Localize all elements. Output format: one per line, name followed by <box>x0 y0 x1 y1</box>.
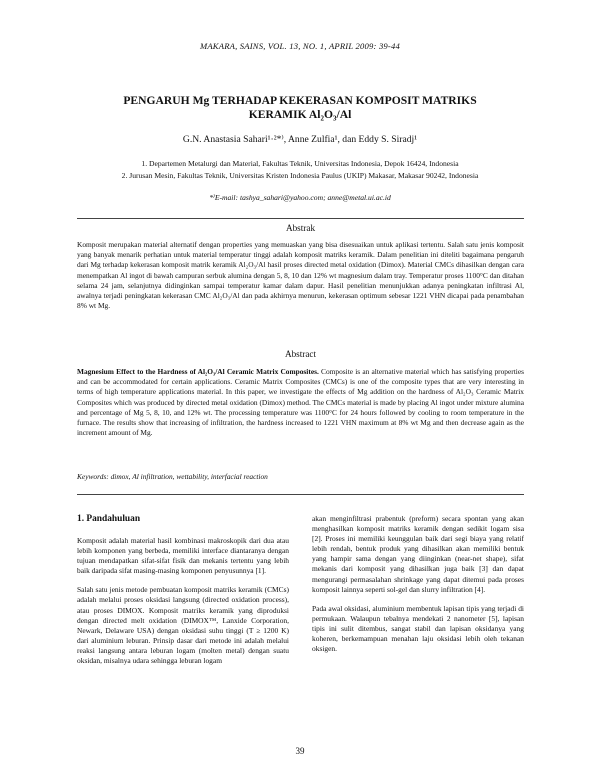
email-address: tashya_sahari@yahoo.com; anne@metal.ui.ac.id <box>239 193 391 202</box>
column-left <box>77 514 289 675</box>
paragraph: akan menginfiltrasi prabentuk (preform) secara spontan yang akan menghasilkan komposit matriks keramik dengan sedikit logam sisa [2]. Proses ini memiliki keunggulan baik dari segi biaya yang relatif lebih rendah, bentuk produk yang dihasilkan akan memiliki bentuk yang hampir sama dengan yang diinginkan (near-net shape), sifat mekanis dari komposit yang dihasilkan juga baik [3] dan dapat mengurangi permasalahan shrinkage yang dapat ditemui pada proses komposit lainnya seperti sol-gel dan slurry infiltration [4]. <box>312 514 524 594</box>
affiliation-2: 2. Jurusan Mesin, Fakultas Teknik, Universitas Kristen Indonesia Paulus (UKIP) Makasar, Makasar 90242, Indonesia <box>121 171 479 180</box>
column-right <box>312 514 524 663</box>
abstract-text: Composite is an alternative material which has satisfying properties and can be accommodated for certain applications. Ceramic Matrix Composites (CMCs) is one of the composite types that are very interesting in terms of high temperature applications material. In this paper, we investigate the effects of Mg addition on the hardness of Al₂O₃ Ceramic Matrix Composites which was produced by directed metal oxidation (Dimox) method. The CMCs material is made by placing Al ingot under mixture alumina and percentage of Mg 5, 8, 10, and 12% wt. The processing temperature was 1100°C for 24 hours followed by cooling to room temperature in the furnace. The results show that increasing of infiltration, the hardness increased to 1221 VHN maximum at 8% wt Mg and then decrease again as the increment amount of Mg. <box>77 367 524 438</box>
paragraph: Komposit adalah material hasil kombinasi makroskopik dari dua atau lebih komponen yang berbeda, memiliki interface diantaranya dengan tujuan mendapatkan sifat-sifat fisik dan mekanis tertentu yang lebih baik daripada sifat masing-masing komponen penyusunnya [1]. <box>77 536 289 576</box>
paper-title <box>60 94 540 122</box>
abstract-lead-title: Magnesium Effect to the Hardness of Al₂O₃/Al Ceramic Matrix Composites. <box>77 367 319 376</box>
abstract-heading: Abstract <box>284 349 317 359</box>
page-number: 39 <box>295 746 305 756</box>
author-list: G.N. Anastasia Sahari¹·²*⁾, Anne Zulfia¹, dan Eddy S. Siradj¹ <box>182 134 418 145</box>
abstrak-heading: Abstrak <box>285 223 316 233</box>
section-heading: 1. Pandahuluan <box>77 514 141 524</box>
paper-title-line1: PENGARUH Mg TERHADAP KEKERASAN KOMPOSIT MATRIKS <box>123 94 477 107</box>
email-label: *⁾E-mail: <box>209 193 239 202</box>
affiliation-1: 1. Departemen Metalurgi dan Material, Fakultas Teknik, Universitas Indonesia, Depok 16424, Indonesia <box>141 159 459 168</box>
running-head: MAKARA, SAINS, VOL. 13, NO. 1, APRIL 2009: 39-44 <box>200 41 400 51</box>
keywords: Keywords: dimox, Al infiltration, wettability, interfacial reaction <box>77 472 268 481</box>
divider-bottom <box>77 494 524 495</box>
divider-top <box>77 218 524 219</box>
paper-title-line2: KERAMIK Al₂O₃/Al <box>248 108 352 121</box>
paragraph: Salah satu jenis metode pembuatan komposit matriks keramik (CMCs) adalah melalui proses oksidasi langsung (directed oxidation process), atau proses DIMOX. Komposit matriks keramik yang diproduksi dengan directed melt oxidation (DIMOX™, Lanxide Corporation, Newark, Delaware USA) dengan oksidasi suhu tinggi (T ≥ 1200 K) dari aluminium leburan. Prinsip dasar dari metode ini adalah melalui reaksi langsung antara leburan logam (molten metal) dengan suatu oksidan, misalnya udara sehingga leburan logam <box>77 585 289 666</box>
corresponding-email <box>60 193 540 202</box>
abstrak-text: Komposit merupakan material alternatif dengan properties yang memuaskan yang bisa disesuaikan untuk aplikasi tertentu. Salah satu jenis komposit yang banyak menarik perhatian untuk material temperatur tinggi adalah komposit matriks keramik. Dalam penelitian ini diteliti bagaimana pengaruh dari Mg terhadap kekerasan komposit matrik keramik Al₂O₃/Al hasil proses directed metal oxidation (Dimox). Material CMCs dihasilkan dengan cara menempatkan Al ingot di bawah campuran serbuk alumina dengan 5, 8, 10 dan 12% wt magnesium dalam tray. Temperatur proses 1100°C dan ditahan selama 24 jam, selanjutnya didinginkan sampai temperatur kamar dalam dapur. Hasil penelitian menunjukkan adanya peningkatan infiltrasi Al, awalnya terjadi peningkatan kekerasan CMC Al₂O₃/Al dan pada akhirnya menurun, kekerasan optimum sebesar 1221 VHN dicapai pada penambahan 8% wt Mg. <box>77 240 524 311</box>
abstract-body <box>77 367 524 438</box>
paragraph: Pada awal oksidasi, aluminium membentuk lapisan tipis yang terjadi di permukaan. Walaupun tebalnya mendekati 2 nanometer [5], lapisan tipis ini sulit ditembus, sangat stabil dan lapisan oksidanya yang koheren, berkemampuan menahan laju oksidasi lebih oleh tekanan oksigen. <box>312 603 524 654</box>
